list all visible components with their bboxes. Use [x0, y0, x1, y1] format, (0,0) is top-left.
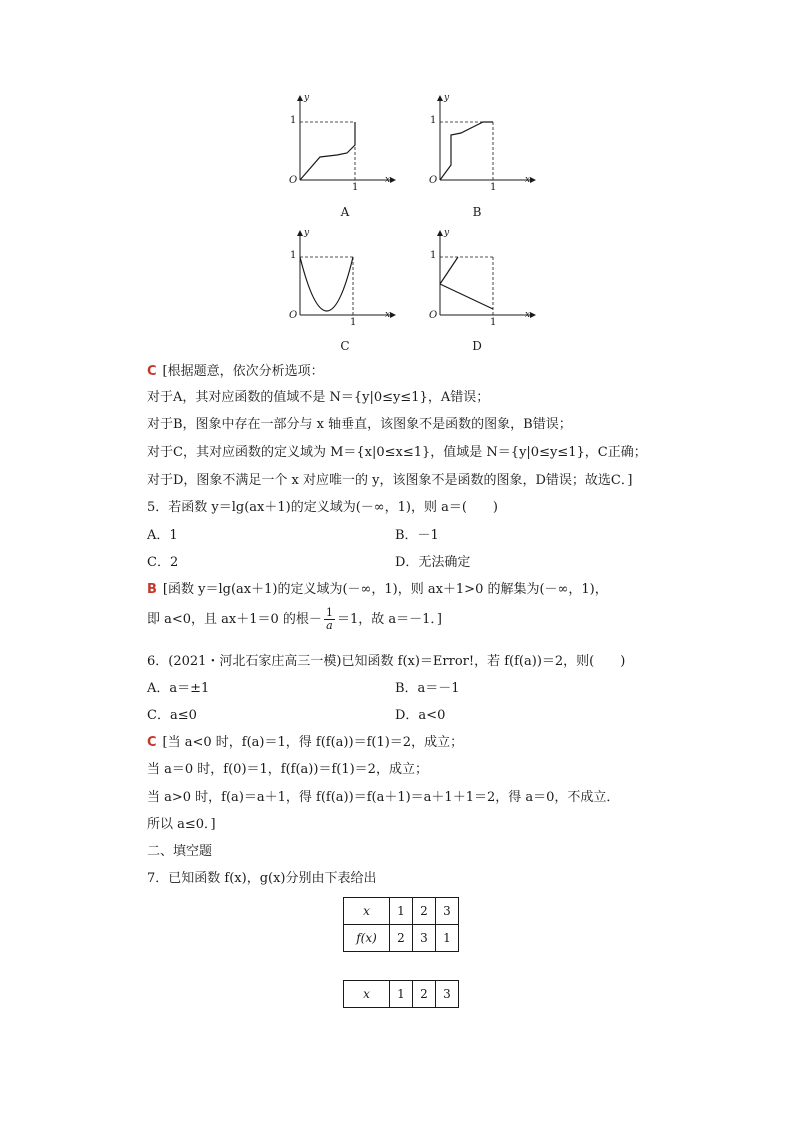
q4-answer-line: 对于C，其对应函数的定义域为 M＝{x|0≤x≤1}，值域是 N＝{y|0≤y≤1}，C正确； — [147, 445, 647, 460]
figure-c — [285, 230, 395, 330]
x-axis-label: x — [525, 175, 531, 185]
q6-answer-line: C [当 a<0 时，f(a)＝1，得 f(f(a))＝f(1)＝2，成立； — [147, 735, 464, 750]
origin-label: O — [429, 175, 438, 186]
figure-b — [425, 95, 535, 195]
x-axis-label: x — [385, 310, 391, 320]
q5-answer-line: 即 a<0，且 ax＋1＝0 的根－ $\frac{1}{a}$ ＝1，故 a＝－1．] — [147, 606, 442, 632]
origin-label: O — [429, 310, 438, 321]
table-header-cell: f(x) — [344, 925, 390, 952]
table-header-cell: x — [344, 981, 390, 1008]
y-axis-label: y — [444, 93, 450, 103]
q6-answer-line: 当 a>0 时，f(a)＝a＋1，得 f(f(a))＝f(a＋1)＝a＋1＋1＝2，得 a＝0，不成立． — [147, 790, 620, 805]
table-cell: 3 — [413, 925, 436, 952]
x-tick-1: 1 — [352, 182, 359, 193]
graph-c — [285, 230, 395, 330]
answer-key: C — [147, 364, 157, 379]
table-cell: 2 — [390, 925, 413, 952]
figure-d — [425, 230, 535, 330]
option-c: C．2 — [147, 555, 179, 570]
origin-label: O — [289, 310, 298, 321]
q6-stem: 6．(2021・河北石家庄高三一模)已知函数 f(x)＝Error!，若 f(f(a))＝2，则( ) — [147, 654, 626, 669]
table-cell: 1 — [390, 898, 413, 925]
q4-answer-line: 对于A，其对应函数的值域不是 N＝{y|0≤y≤1}，A错误； — [147, 390, 490, 405]
table-cell: 2 — [413, 898, 436, 925]
table-cell: 2 — [413, 981, 436, 1008]
graph-d — [425, 230, 535, 330]
y-axis-label: y — [304, 93, 310, 103]
y-tick-1: 1 — [290, 115, 297, 126]
y-tick-1: 1 — [430, 250, 437, 261]
q7-stem: 7．已知函数 f(x)，g(x)分别由下表给出 — [147, 871, 377, 886]
graph-a — [285, 95, 395, 195]
option-b: B．a＝－1 — [395, 681, 460, 696]
answer-key: C — [147, 735, 157, 750]
x-axis-label: x — [385, 175, 391, 185]
figure-caption: C — [340, 339, 350, 353]
origin-label: O — [289, 175, 298, 186]
option-a: A．1 — [147, 528, 178, 543]
table-row — [344, 898, 459, 925]
figure-caption: B — [472, 205, 482, 219]
graph-b — [425, 95, 535, 195]
y-axis-label: y — [444, 228, 450, 238]
x-tick-1: 1 — [350, 317, 357, 328]
option-d: D．a<0 — [395, 708, 446, 723]
table-row — [344, 925, 459, 952]
y-tick-1: 1 — [290, 250, 297, 261]
table-g — [343, 980, 459, 1008]
section-heading: 二、填空题 — [147, 844, 213, 859]
y-axis-label: y — [304, 228, 310, 238]
table-row — [344, 981, 459, 1008]
table-cell: 3 — [436, 981, 459, 1008]
table-cell: 1 — [390, 981, 413, 1008]
y-tick-1: 1 — [430, 115, 437, 126]
option-a: A．a＝±1 — [147, 681, 210, 696]
q4-answer-line: C [根据题意，依次分析选项： — [147, 364, 324, 379]
option-d: D．无法确定 — [395, 555, 471, 570]
table-header-cell: x — [344, 898, 390, 925]
q5-stem: 5．若函数 y＝lg(ax＋1)的定义域为(－∞，1)，则 a＝( ) — [147, 500, 498, 515]
q5-answer-line: B [函数 y＝lg(ax＋1)的定义域为(－∞，1)，则 ax＋1>0 的解集为(－∞，1)， — [147, 582, 608, 597]
option-c: C．a≤0 — [147, 708, 197, 723]
q4-answer-line: 对于B，图象中存在一部分与 x 轴垂直，该图象不是函数的图象，B错误； — [147, 417, 572, 432]
figure-a — [285, 95, 395, 195]
table-cell: 3 — [436, 898, 459, 925]
x-tick-1: 1 — [490, 182, 497, 193]
table-f — [343, 897, 459, 952]
figure-caption: A — [340, 205, 350, 219]
answer-key: B — [147, 582, 157, 597]
figure-caption: D — [472, 339, 482, 353]
option-b: B．－1 — [395, 528, 439, 543]
q6-answer-line: 当 a＝0 时，f(0)＝1，f(f(a))＝f(1)＝2，成立； — [147, 762, 428, 777]
table-cell: 1 — [436, 925, 459, 952]
x-axis-label: x — [525, 310, 531, 320]
q4-answer-line: 对于D，图象不满足一个 x 对应唯一的 y，该图象不是函数的图象，D错误；故选C．] — [147, 473, 633, 488]
q6-answer-line: 所以 a≤0．] — [147, 817, 216, 832]
x-tick-1: 1 — [490, 317, 497, 328]
fraction: $\frac{1}{a}$ — [325, 606, 333, 632]
